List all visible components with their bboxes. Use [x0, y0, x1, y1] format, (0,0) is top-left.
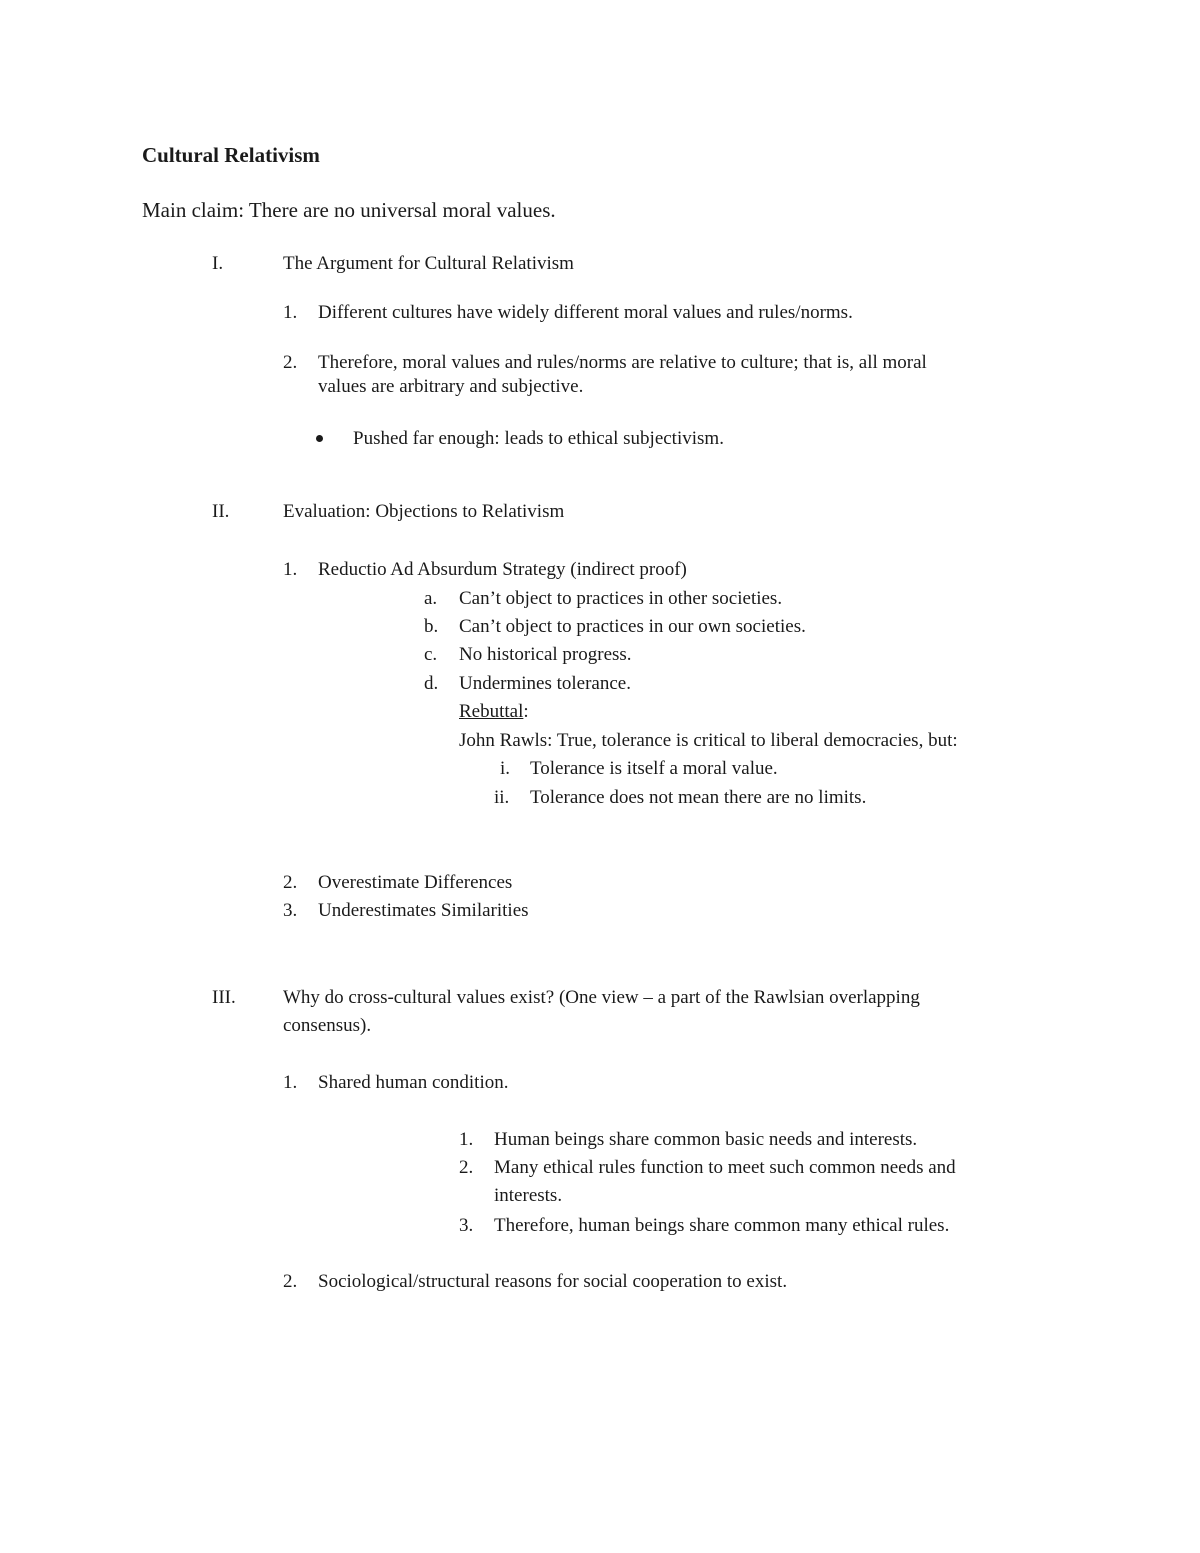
item-number: 2. — [283, 352, 298, 373]
item-text: Reductio Ad Absurdum Strategy (indirect proof) — [318, 559, 687, 580]
section-heading: Evaluation: Objections to Relativism — [283, 501, 565, 522]
item-text: Shared human condition. — [318, 1072, 509, 1093]
rebuttal-label: Rebuttal — [459, 701, 524, 722]
item-text: Sociological/structural reasons for social cooperation to exist. — [318, 1271, 788, 1292]
section-numeral: II. — [212, 501, 230, 522]
subitem-number: 1. — [459, 1129, 474, 1150]
subitem-text: Therefore, human beings share common many ethical rules. — [494, 1215, 950, 1236]
roman-number: i. — [500, 758, 511, 779]
roman-text: Tolerance does not mean there are no limits. — [530, 787, 867, 808]
subitem-text: Undermines tolerance. — [459, 673, 631, 694]
item-text: Underestimates Similarities — [318, 900, 529, 921]
section-numeral: III. — [212, 987, 236, 1008]
rebuttal-heading — [459, 700, 529, 724]
rebuttal-colon: : — [523, 701, 529, 722]
subitem-text: Human beings share common basic needs and interests. — [494, 1129, 918, 1150]
subitem-text: Can’t object to practices in other societies. — [459, 588, 783, 609]
rebuttal-text: John Rawls: True, tolerance is critical to liberal democracies, but: — [459, 730, 958, 751]
subitem-letter: c. — [424, 644, 438, 665]
subitem-text: Can’t object to practices in our own societies. — [459, 616, 806, 637]
section-heading: The Argument for Cultural Relativism — [283, 253, 574, 274]
item-text: Therefore, moral values and rules/norms are relative to culture; that is, all moral — [318, 352, 927, 373]
item-text: Overestimate Differences — [318, 872, 513, 893]
subitem-letter: d. — [424, 673, 439, 694]
item-number: 2. — [283, 872, 298, 893]
roman-text: Tolerance is itself a moral value. — [530, 758, 778, 779]
item-number: 1. — [283, 559, 298, 580]
section-numeral: I. — [212, 253, 224, 274]
subitem-text: Many ethical rules function to meet such common needs and — [494, 1157, 956, 1178]
document-title: Cultural Relativism — [142, 143, 320, 167]
item-text-continued: values are arbitrary and subjective. — [318, 376, 584, 397]
roman-number: ii. — [494, 787, 510, 808]
main-claim: Main claim: There are no universal moral values. — [142, 198, 556, 222]
section-heading: Why do cross-cultural values exist? (One view – a part of the Rawlsian overlapping — [283, 987, 920, 1008]
subitem-text: No historical progress. — [459, 644, 632, 665]
subitem-number: 3. — [459, 1215, 474, 1236]
subitem-letter: b. — [424, 616, 439, 637]
subitem-number: 2. — [459, 1157, 474, 1178]
subitem-letter: a. — [424, 588, 438, 609]
subitem-text-continued: interests. — [494, 1185, 563, 1206]
item-number: 2. — [283, 1271, 298, 1292]
item-text: Different cultures have widely different moral values and rules/norms. — [318, 302, 853, 323]
item-number: 1. — [283, 302, 298, 323]
bullet-icon — [316, 435, 323, 442]
item-number: 1. — [283, 1072, 298, 1093]
item-number: 3. — [283, 900, 298, 921]
bullet-text: Pushed far enough: leads to ethical subjectivism. — [353, 428, 724, 449]
section-heading-continued: consensus). — [283, 1015, 372, 1036]
